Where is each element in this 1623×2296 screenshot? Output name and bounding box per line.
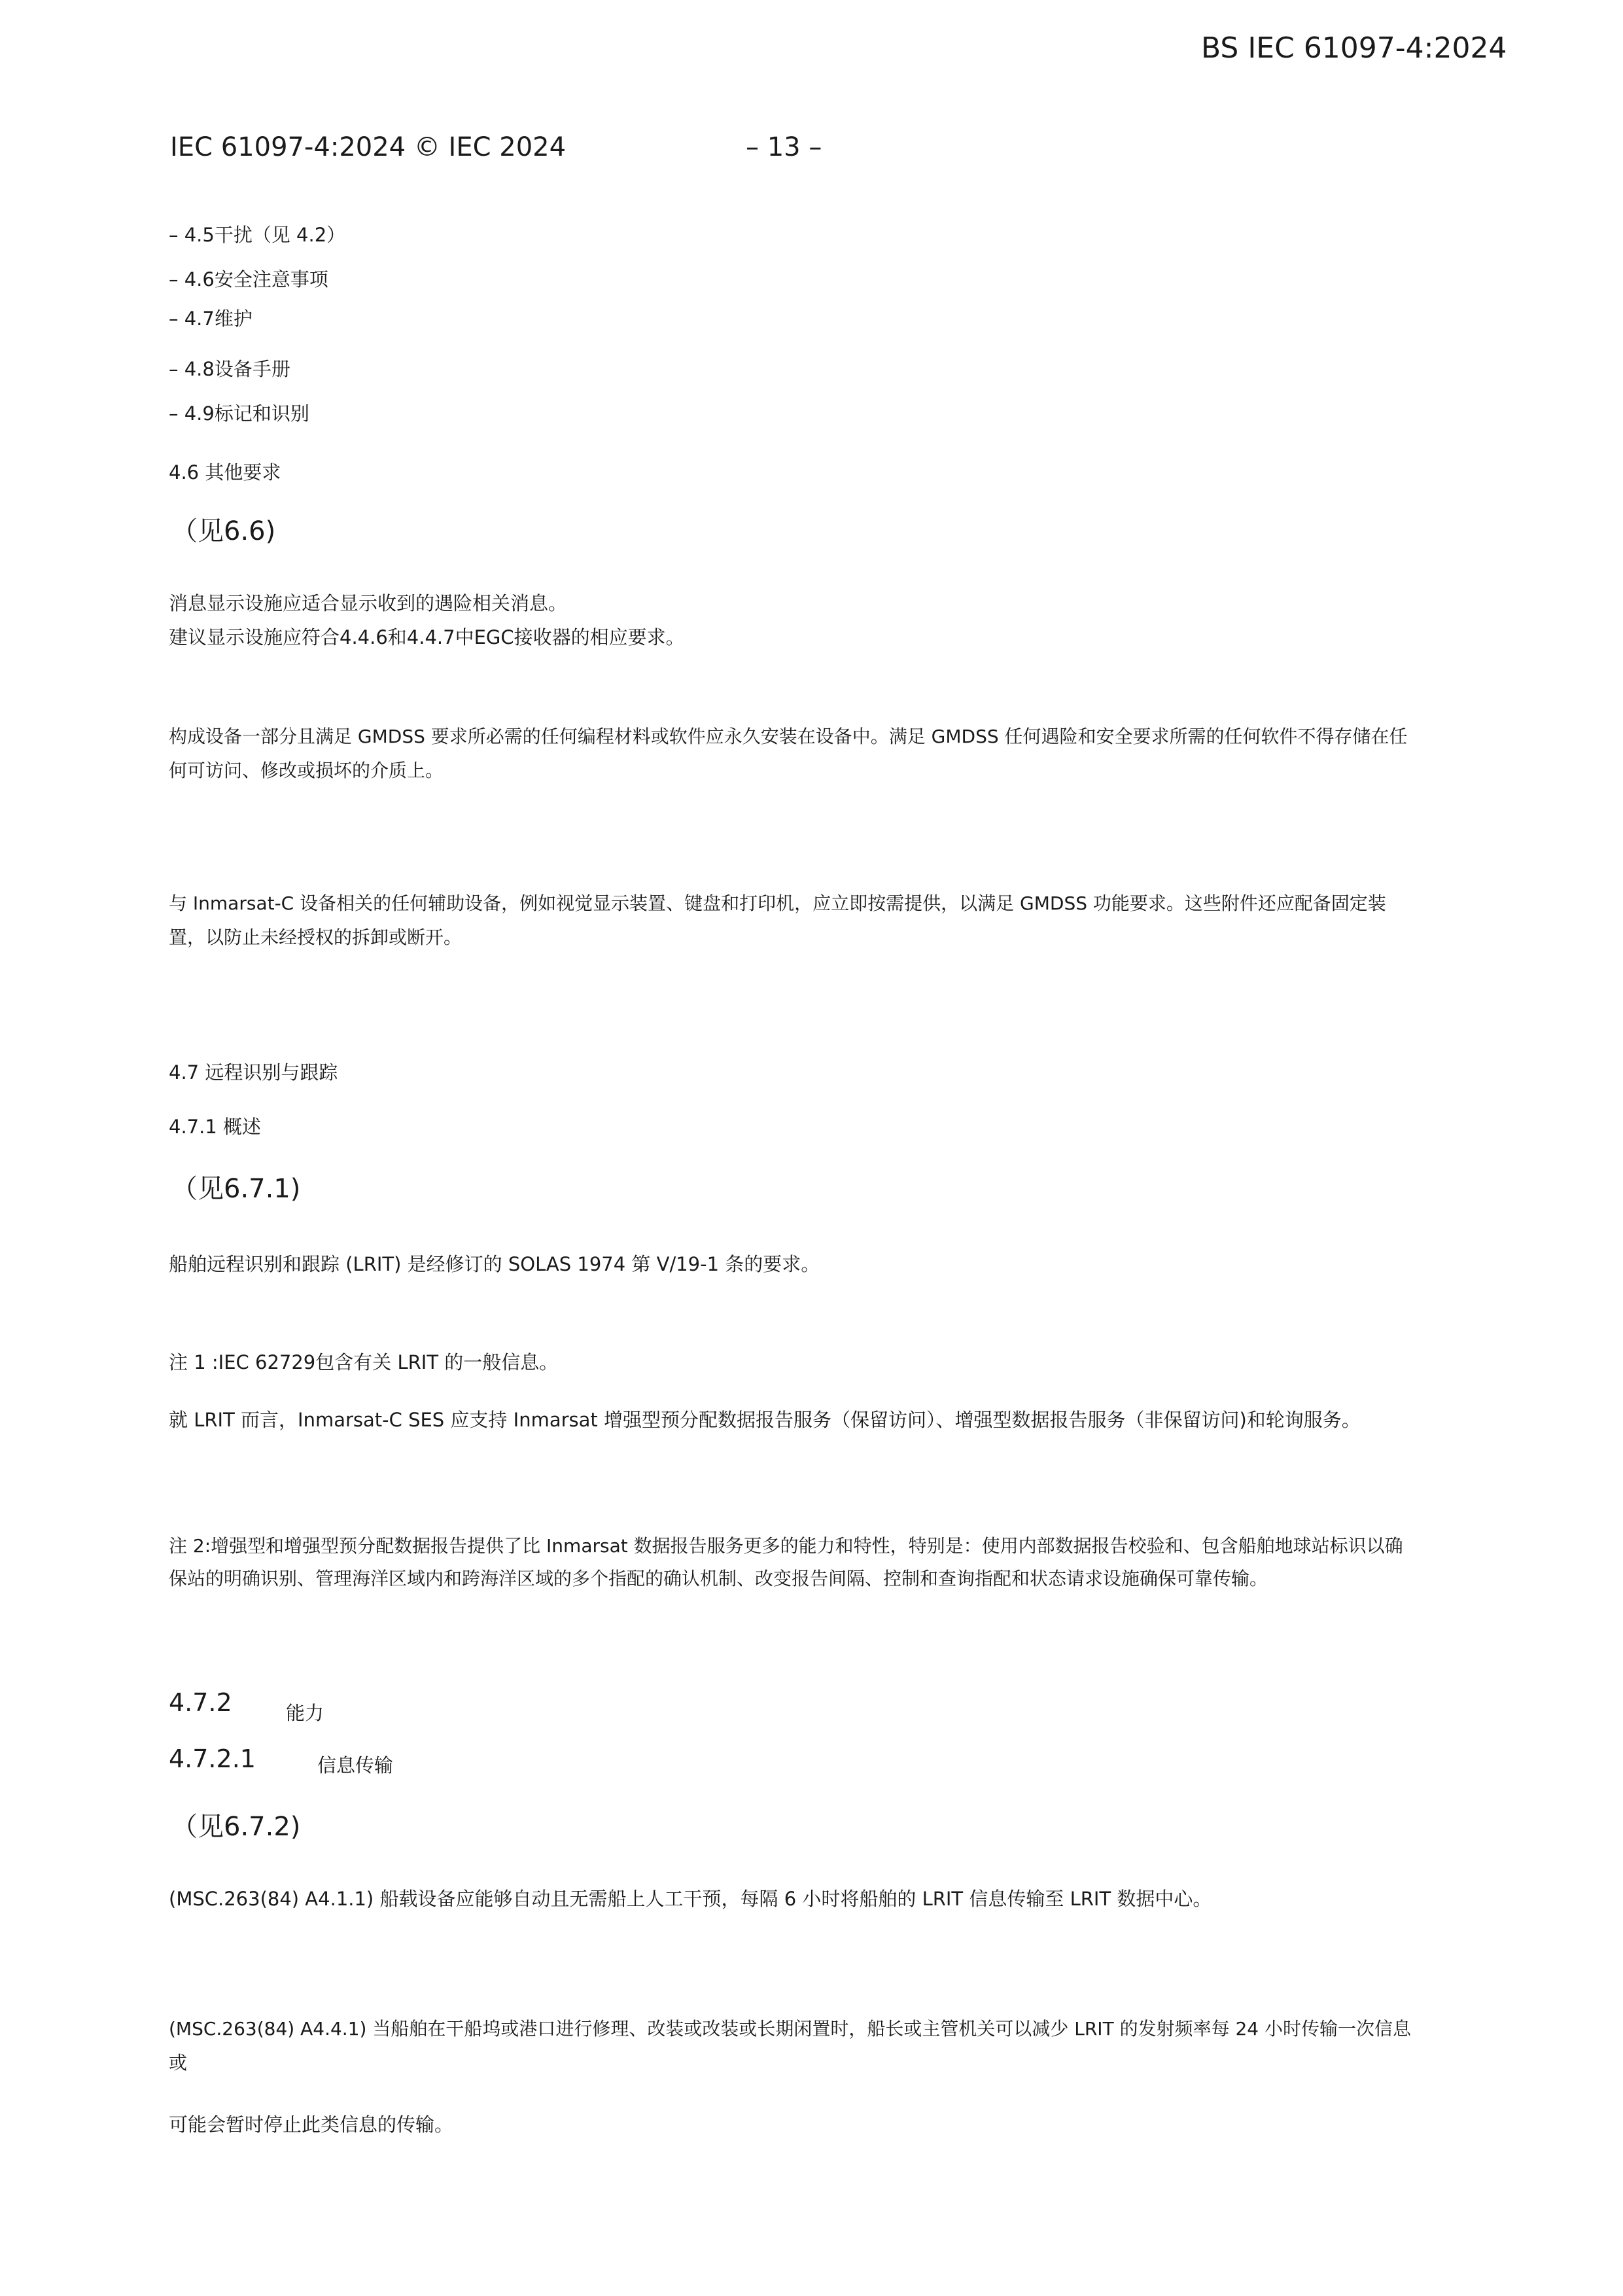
see-reference: （见6.7.2) (171, 1812, 301, 1842)
paragraph: 消息显示设施应适合显示收到的遇险相关消息。 (169, 592, 568, 614)
list-item: – 4.5干扰（见 4.2） (169, 224, 346, 246)
paragraph: 就 LRIT 而言，Inmarsat-C SES 应支持 Inmarsat 增强型预分配数据报告服务（保留访问）、增强型数据报告服务（非保留访问)和轮询服务。 (169, 1409, 1361, 1431)
section-title: 能力 (286, 1702, 324, 1724)
paragraph: (MSC.263(84) A4.1.1) 船载设备应能够自动且无需船上人工干预，每隔 6 小时将船舶的 LRIT 信息传输至 LRIT 数据中心。 (169, 1888, 1212, 1910)
paragraph: 船舶远程识别和跟踪 (LRIT) 是经修订的 SOLAS 1974 第 V/19-1 条的要求。 (169, 1253, 820, 1275)
list-item: – 4.9标记和识别 (169, 402, 309, 425)
list-item: – 4.7维护 (169, 308, 253, 330)
section-heading: 4.6 其他要求 (169, 461, 281, 484)
header-left: IEC 61097-4:2024 © IEC 2024 (170, 132, 567, 162)
page-number: – 13 – (746, 132, 822, 162)
paragraph: 构成设备一部分且满足 GMDSS 要求所必需的任何编程材料或软件应永久安装在设备中。满足 GMDSS 任何遇险和安全要求所需的任何软件不得存储在任何可访问、修改或损坏的介质上。 (169, 726, 1408, 781)
subsection-number: 4.7.2.1 (169, 1744, 256, 1773)
note: 注 1 :IEC 62729包含有关 LRIT 的一般信息。 (169, 1351, 559, 1373)
subsection-heading: 4.7.1 概述 (169, 1116, 262, 1138)
section-heading: 4.7 远程识别与跟踪 (169, 1061, 338, 1084)
paragraph: 与 Inmarsat-C 设备相关的任何辅助设备，例如视觉显示装置、键盘和打印机，应立即按需提供，以满足 GMDSS 功能要求。这些附件还应配备固定装置，以防止未经授权的拆卸或断开。 (169, 892, 1386, 948)
list-item: – 4.6安全注意事项 (169, 268, 328, 291)
list-item: – 4.8设备手册 (169, 358, 290, 380)
section-number: 4.7.2 (169, 1688, 232, 1717)
paragraph: 建议显示设施应符合4.4.6和4.4.7中EGC接收器的相应要求。 (169, 626, 685, 648)
standard-id: BS IEC 61097-4:2024 (1201, 31, 1507, 65)
see-reference: （见6.6) (171, 516, 276, 546)
subsection-title: 信息传输 (317, 1754, 394, 1776)
paragraph: 可能会暂时停止此类信息的传输。 (169, 2113, 454, 2136)
paragraph: (MSC.263(84) A4.4.1) 当船舶在干船坞或港口进行修理、改装或改装或长期闲置时，船长或主管机关可以减少 LRIT 的发射频率每 24 小时传输一次信息或 (169, 2018, 1412, 2074)
note: 注 2:增强型和增强型预分配数据报告提供了比 Inmarsat 数据报告服务更多的能力和特性，特别是：使用内部数据报告校验和、包含船舶地球站标识以确保站的明确识别、管理海洋区域内和跨海洋区域的多个指配的确认机制、改变报告间隔、控制和查询指配和状态请求设施确保可靠传输。 (169, 1535, 1403, 1589)
see-reference: （见6.7.1) (171, 1174, 301, 1204)
